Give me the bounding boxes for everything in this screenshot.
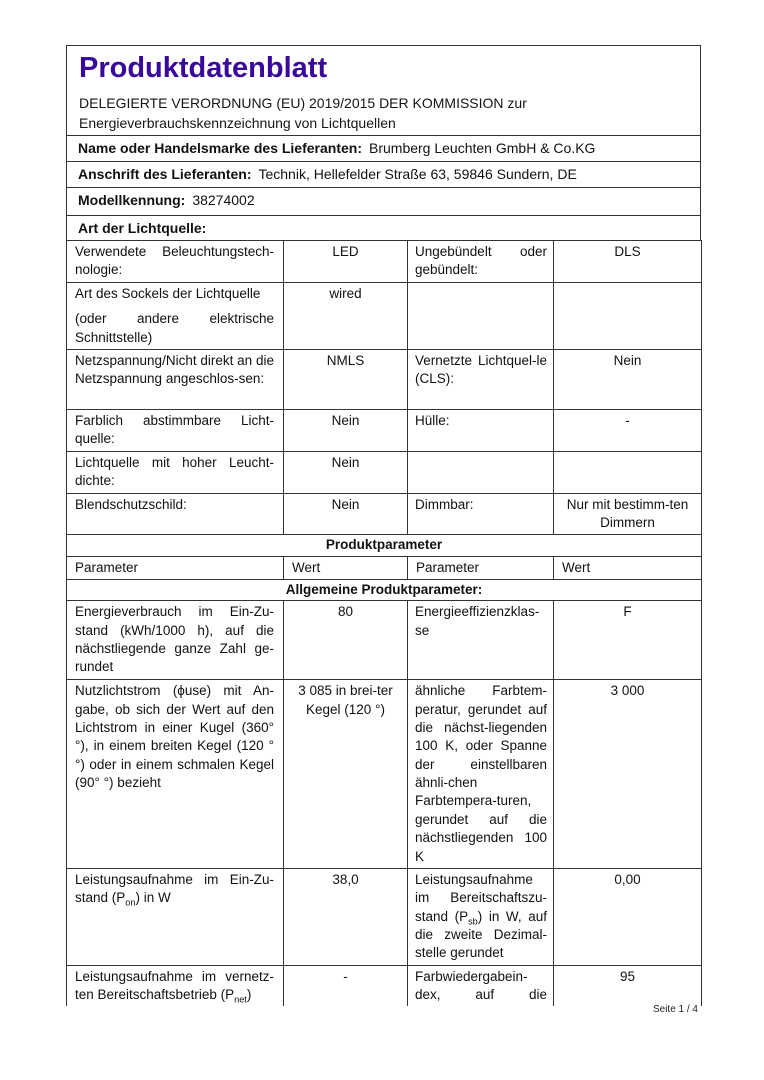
param-label-cell: Energieeffizienzklas-se bbox=[408, 601, 554, 680]
param-label-cell: Farblich abstimmbare Licht-quelle: bbox=[67, 410, 284, 452]
param-label-cell-empty bbox=[408, 283, 554, 350]
light-source-type-label: Art der Lichtquelle: bbox=[78, 220, 207, 236]
param-label-cell: ähnliche Farbtem-peratur, gerundet auf die nächst-liegenden 100 K, oder Spanne der einstellbaren ähnli-chen Farbtempera-turen, gerundet auf die nächstliegenden 100 K bbox=[408, 680, 554, 869]
param-label-cell-empty bbox=[408, 451, 554, 493]
param-label-cell: Energieverbrauch im Ein-Zu-stand (kWh/1000 h), auf die nächstliegende ganze Zahl ge-rundet bbox=[67, 601, 284, 680]
param-value-cell-empty bbox=[554, 283, 702, 350]
supplier-address-value: Technik, Hellefelder Straße 63, 59846 Sundern, DE bbox=[258, 166, 577, 182]
param-value-cell: - bbox=[284, 965, 408, 1006]
param-value-cell: NMLS bbox=[284, 350, 408, 410]
param-value-cell: Nein bbox=[284, 451, 408, 493]
param-label-cell: Ungebündelt oder gebündelt: bbox=[408, 241, 554, 283]
regulation-line-2: Energieverbrauchskennzeichnung von Lichtquellen bbox=[79, 115, 396, 132]
param-label-cell bbox=[67, 283, 284, 350]
section-header-allgemeine-produktparameter bbox=[67, 579, 702, 600]
product-spec-table bbox=[66, 240, 702, 1006]
label-text: ) in W, auf die zweite Dezimal-stelle gerundet bbox=[415, 908, 547, 961]
page-number: Seite 1 / 4 bbox=[652, 1004, 698, 1015]
param-label-cell: Blendschutzschild: bbox=[67, 493, 284, 535]
section-title: Produktparameter bbox=[67, 535, 702, 556]
label-text: Leistungsaufnahme im vernetz-ten Bereitschaftsbetrieb (P bbox=[75, 968, 274, 1003]
col-header-parameter: Parameter bbox=[408, 556, 554, 579]
subscript: sb bbox=[468, 916, 478, 927]
param-value-cell: F bbox=[554, 601, 702, 680]
label-text: Leistungsaufnahme im Bereitschaftszu-stand (P bbox=[415, 871, 547, 924]
socket-label-line-1: Art des Sockels der Lichtquelle bbox=[75, 286, 261, 301]
col-header-parameter: Parameter bbox=[67, 556, 284, 579]
param-value-cell: Nur mit bestimm-ten Dimmern bbox=[554, 493, 702, 535]
row-high-luminance bbox=[67, 451, 702, 493]
supplier-address-label: Anschrift des Lieferanten: bbox=[78, 166, 252, 182]
param-label-cell bbox=[67, 868, 284, 965]
param-value-cell: wired bbox=[284, 283, 408, 350]
param-value-cell: DLS bbox=[554, 241, 702, 283]
supplier-name-row bbox=[66, 135, 701, 161]
param-value-cell: 80 bbox=[284, 601, 408, 680]
param-value-cell-empty bbox=[554, 451, 702, 493]
param-label-cell: Nutzlichtstrom (ϕuse) mit An-gabe, ob sich der Wert auf den Lichtstrom in einer Kugel (360° °), in einem breiten Kegel (120 °°) oder in einem schmalen Kegel (90° °) bezieht bbox=[67, 680, 284, 869]
param-value-cell: - bbox=[554, 410, 702, 452]
model-id-label: Modellkennung: bbox=[78, 192, 186, 208]
subscript: on bbox=[125, 897, 136, 908]
label-text: ) bbox=[246, 987, 252, 1003]
col-header-wert: Wert bbox=[554, 556, 702, 579]
param-label-cell: Hülle: bbox=[408, 410, 554, 452]
param-label-cell: Vernetzte Lichtquel-le (CLS): bbox=[408, 350, 554, 410]
row-power-on-state bbox=[67, 868, 702, 965]
supplier-name-label: Name oder Handelsmarke des Lieferanten: bbox=[78, 140, 362, 156]
row-networked-standby bbox=[67, 965, 702, 1006]
socket-label-line-2: (oder andere elektrische Schnittstelle) bbox=[75, 311, 274, 345]
regulation-line-1: DELEGIERTE VERORDNUNG (EU) 2019/2015 DER KOMMISSION zur bbox=[79, 94, 527, 111]
subscript: net bbox=[234, 994, 247, 1005]
page-title: Produktdatenblatt bbox=[79, 52, 328, 84]
row-socket bbox=[67, 283, 702, 350]
row-glare-shield bbox=[67, 493, 702, 535]
model-id-value: 38274002 bbox=[192, 192, 255, 208]
row-mains-voltage bbox=[67, 350, 702, 410]
param-label-cell: Lichtquelle mit hoher Leucht-dichte: bbox=[67, 451, 284, 493]
param-value-cell: Nein bbox=[554, 350, 702, 410]
supplier-address-row bbox=[66, 161, 701, 187]
col-header-wert: Wert bbox=[284, 556, 408, 579]
param-label-cell bbox=[67, 965, 284, 1006]
param-label-cell: Dimmbar: bbox=[408, 493, 554, 535]
param-label-cell: Netzspannung/Nicht direkt an die Netzspannung angeschlos-sen: bbox=[67, 350, 284, 410]
param-label-cell: Farbwiedergabein-dex, auf die bbox=[408, 965, 554, 1006]
label-text: ) in W bbox=[135, 890, 171, 906]
row-colour-tunable bbox=[67, 410, 702, 452]
param-label-cell bbox=[408, 868, 554, 965]
row-energy-consumption bbox=[67, 601, 702, 680]
section-title: Allgemeine Produktparameter: bbox=[67, 579, 702, 600]
param-value-cell: 95 bbox=[554, 965, 702, 1006]
param-value-cell: LED bbox=[284, 241, 408, 283]
param-value-cell: 3 000 bbox=[554, 680, 702, 869]
param-value-cell: 3 085 in brei-ter Kegel (120 °) bbox=[284, 680, 408, 869]
light-source-type-row bbox=[66, 215, 701, 240]
column-header-row bbox=[67, 556, 702, 579]
param-value-cell: 38,0 bbox=[284, 868, 408, 965]
param-value-cell: Nein bbox=[284, 410, 408, 452]
title-block bbox=[66, 45, 701, 135]
datasheet-page bbox=[66, 45, 701, 1006]
supplier-name-value: Brumberg Leuchten GmbH & Co.KG bbox=[369, 140, 596, 156]
param-label-cell: Verwendete Beleuchtungstech-nologie: bbox=[67, 241, 284, 283]
label-text: Leistungsaufnahme im Ein-Zu-stand (P bbox=[75, 871, 274, 906]
row-technology bbox=[67, 241, 702, 283]
row-useful-luminous-flux bbox=[67, 680, 702, 869]
model-id-row bbox=[66, 187, 701, 215]
param-value-cell: 0,00 bbox=[554, 868, 702, 965]
section-header-produktparameter bbox=[67, 535, 702, 556]
param-value-cell: Nein bbox=[284, 493, 408, 535]
